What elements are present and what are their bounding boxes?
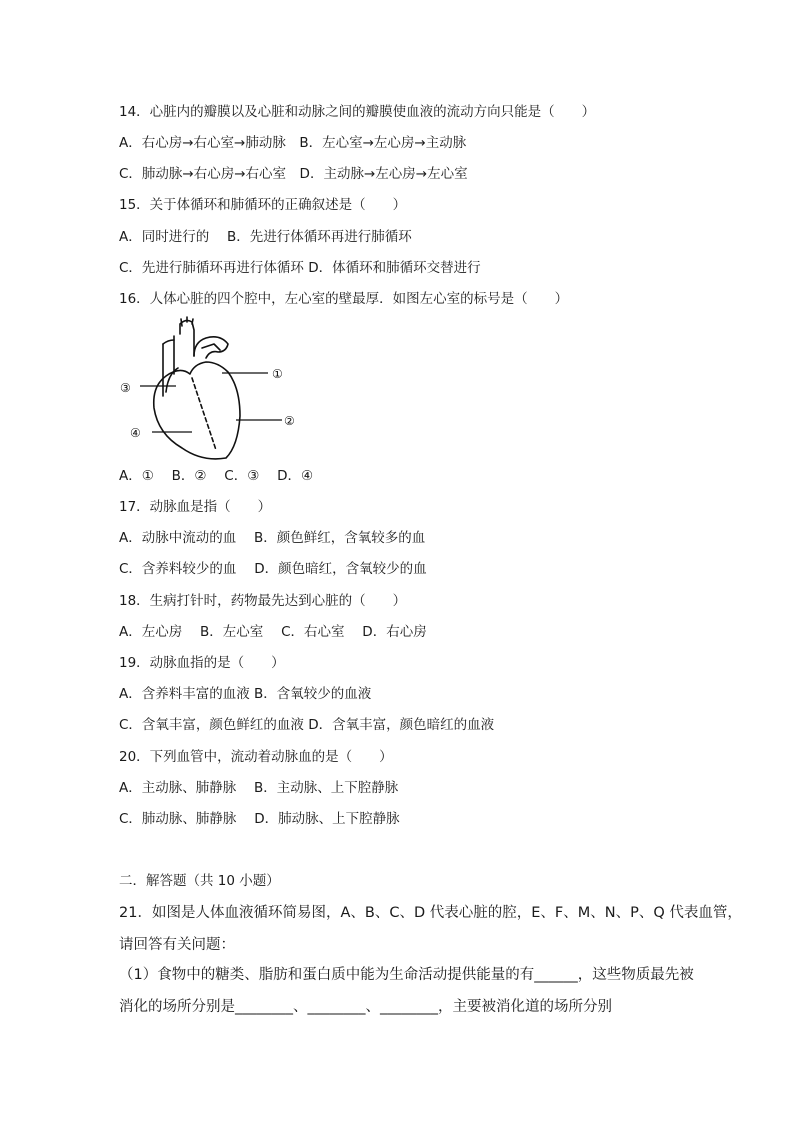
q16-stem: 16．人体心脏的四个腔中，左心室的壁最厚．如图左心室的标号是（ ） <box>119 291 569 307</box>
q21-line-4: 消化的场所分别是________、________、________，主要被消化道的场所分别 <box>119 999 612 1015</box>
q15-stem: 15．关于体循环和肺循环的正确叙述是（ ） <box>119 197 407 213</box>
q21-line-3: （1）食物中的糖类、脂肪和蛋白质中能为生命活动提供能量的有______，这些物质最先被 <box>119 967 694 983</box>
q21-line-1: 21．如图是人体血液循环简易图，A、B、C、D 代表心脏的腔，E、F、M、N、P、Q 代表血管， <box>119 905 742 921</box>
q20-stem: 20．下列血管中，流动着动脉血的是（ ） <box>119 749 393 765</box>
heart-body <box>154 362 240 459</box>
septum-line <box>192 378 216 450</box>
pulmonary-inner <box>202 344 220 350</box>
section-heading: 二．解答题（共 10 小题） <box>119 873 280 889</box>
q21-line-2: 请回答有关问题： <box>119 937 235 953</box>
q19-options-2: C．含氧丰富，颜色鲜红的血液 D．含氧丰富，颜色暗红的血液 <box>119 717 495 733</box>
pulmonary-artery <box>194 337 228 358</box>
q18-options: A．左心房 B．左心室 C．右心室 D．右心房 <box>119 624 427 640</box>
label-1: ① <box>272 367 283 381</box>
vena-cava-outline <box>163 336 174 396</box>
q20-options-1: A．主动脉、肺静脉 B．主动脉、上下腔静脉 <box>119 780 399 796</box>
q14-stem: 14．心脏内的瓣膜以及心脏和动脉之间的瓣膜使血液的流动方向只能是（ ） <box>119 104 596 120</box>
label-4: ④ <box>130 426 141 440</box>
q17-stem: 17．动脉血是指（ ） <box>119 499 272 515</box>
q18-stem: 18．生病打针时，药物最先达到心脏的（ ） <box>119 593 407 609</box>
q17-options-1: A．动脉中流动的血 B．颜色鲜红，含氧较多的血 <box>119 530 426 546</box>
heart-diagram <box>110 316 310 466</box>
q14-options-1: A．右心房→右心室→肺动脉 B．左心室→左心房→主动脉 <box>119 135 467 151</box>
q14-options-2: C．肺动脉→右心房→右心室 D．主动脉→左心房→左心室 <box>119 166 468 182</box>
q15-options-2: C．先进行肺循环再进行体循环 D．体循环和肺循环交替进行 <box>119 260 481 276</box>
vena-cava-top <box>163 340 174 344</box>
q19-options-1: A．含养料丰富的血液 B．含氧较少的血液 <box>119 686 372 702</box>
q17-options-2: C．含养料较少的血 D．颜色暗红，含氧较少的血 <box>119 561 427 577</box>
label-3: ③ <box>120 381 131 395</box>
q15-options-1: A．同时进行的 B．先进行体循环再进行肺循环 <box>119 229 412 245</box>
label-2: ② <box>284 414 295 428</box>
q20-options-2: C．肺动脉、肺静脉 D．肺动脉、上下腔静脉 <box>119 811 400 827</box>
q16-options: A．① B．② C．③ D．④ <box>119 468 314 484</box>
q19-stem: 19．动脉血指的是（ ） <box>119 655 285 671</box>
